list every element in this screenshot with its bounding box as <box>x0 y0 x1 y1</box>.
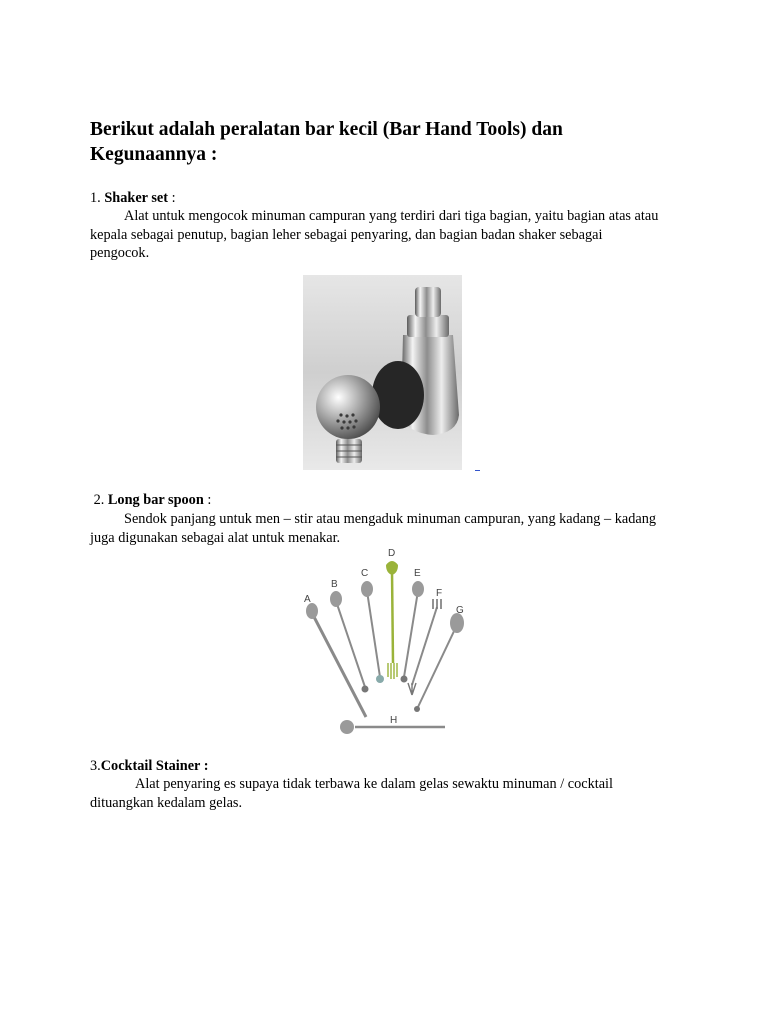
section-3-heading: Cocktail Stainer : <box>100 758 209 774</box>
section-1-body: Alat untuk mengocok minuman campuran yang terdiri dari tiga bagian, yaitu bagian atas atau kepala sebagai penutup, bagian leher sebagai penyaring, dan bagian badan shaker sebagai pengocok. <box>90 208 659 261</box>
spoon-label-e: E <box>414 568 421 579</box>
section-2-heading-line <box>90 491 665 510</box>
image-link-mark[interactable] <box>475 456 480 471</box>
spoon-label-b: B <box>331 579 338 590</box>
bar-spoon-illustration <box>300 545 470 740</box>
section-2-text <box>90 510 665 547</box>
section-1-heading: Shaker set <box>104 190 168 206</box>
spoon-label-h: H <box>390 715 398 726</box>
bar-spoon-image <box>300 545 470 740</box>
section-2-heading: Long bar spoon <box>107 492 204 508</box>
spoon-label-f: F <box>436 588 443 599</box>
section-2-suffix: : <box>203 492 212 508</box>
spoon-label-c: C <box>361 568 369 579</box>
section-3-text <box>90 775 665 812</box>
section-2-number: 2. <box>93 492 105 508</box>
shaker-set-image <box>303 275 462 470</box>
section-1-text <box>90 207 665 263</box>
section-1-number: 1. <box>90 190 101 206</box>
spoon-label-g: G <box>456 605 464 616</box>
section-3-number: 3. <box>90 758 101 774</box>
spoon-label-d: D <box>388 548 396 559</box>
section-1-suffix: : <box>168 190 176 206</box>
shaker-illustration <box>303 275 462 470</box>
section-1-heading-line <box>90 189 665 208</box>
section-3-body: Alat penyaring es supaya tidak terbawa ke dalam gelas sewaktu minuman / cocktail dituangkan kedalam gelas. <box>90 776 613 811</box>
page-title: Berikut adalah peralatan bar kecil (Bar Hand Tools) dan Kegunaannya : <box>90 119 563 165</box>
spoon-label-a: A <box>304 594 311 605</box>
section-2-body: Sendok panjang untuk men – stir atau mengaduk minuman campuran, yang kadang – kadang juga digunakan sebagai alat untuk menakar. <box>90 511 657 546</box>
section-3-heading-line <box>90 757 665 776</box>
